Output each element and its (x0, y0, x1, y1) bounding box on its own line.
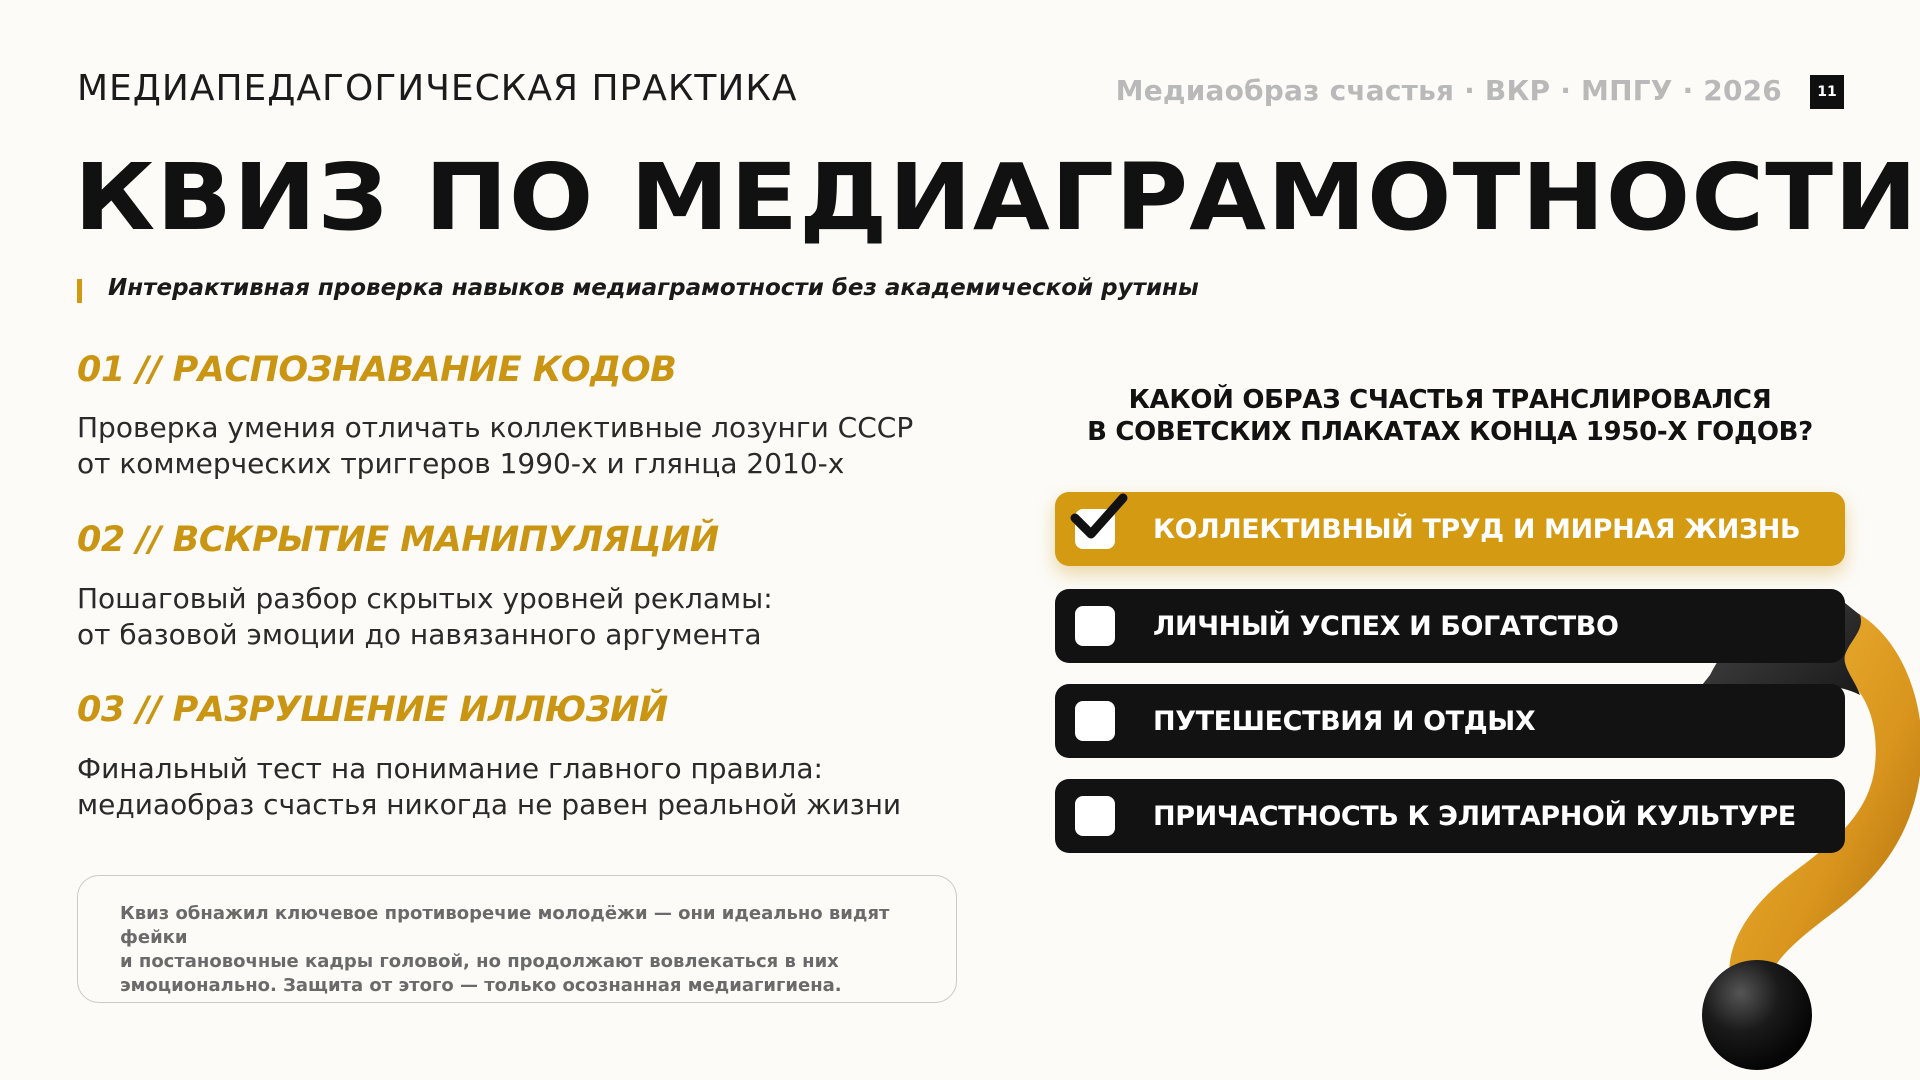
section-title-1: 01 // РАСПОЗНАВАНИЕ КОДОВ (77, 350, 677, 390)
option-label: КОЛЛЕКТИВНЫЙ ТРУД И МИРНАЯ ЖИЗНЬ (1153, 513, 1801, 545)
option-checkbox[interactable] (1075, 796, 1115, 836)
conclusion-note (77, 875, 957, 1003)
section-body-line: Пошаговый разбор скрытых уровней рекламы: (77, 582, 773, 615)
page-number-badge: 11 (1810, 75, 1844, 109)
slide-title: КВИЗ ПО МЕДИАГРАМОТНОСТИ (74, 144, 1919, 251)
quiz-option-1[interactable] (1055, 492, 1845, 566)
slide-meta: Медиаобраз счастья · ВКР · МПГУ · 2026 (1115, 74, 1782, 107)
option-label: ПРИЧАСТНОСТЬ К ЭЛИТАРНОЙ КУЛЬТУРЕ (1153, 800, 1796, 832)
quiz-option-3[interactable] (1055, 684, 1845, 758)
section-body-line: Финальный тест на понимание главного правила: (77, 752, 823, 785)
section-body-line: Проверка умения отличать коллективные лозунги СССР (77, 411, 914, 444)
section-body-1 (77, 410, 977, 482)
option-label: ЛИЧНЫЙ УСПЕХ И БОГАТСТВО (1153, 610, 1619, 642)
section-body-2 (77, 581, 977, 653)
quiz-question-line: КАКОЙ ОБРАЗ СЧАСТЬЯ ТРАНСЛИРОВАЛСЯ (1128, 385, 1772, 415)
option-label: ПУТЕШЕСТВИЯ И ОТДЫХ (1153, 705, 1536, 737)
section-title-3: 03 // РАЗРУШЕНИЕ ИЛЛЮЗИЙ (77, 690, 668, 730)
note-line: эмоционально. Защита от этого — только осознанная медиагигиена. (120, 975, 842, 996)
quiz-option-2[interactable] (1055, 589, 1845, 663)
section-body-line: от коммерческих триггеров 1990-х и глянца 2010-х (77, 447, 845, 480)
note-line: и постановочные кадры головой, но продолжают вовлекаться в них (120, 951, 839, 972)
section-body-line: от базовой эмоции до навязанного аргумента (77, 618, 762, 651)
section-body-line: медиаобраз счастья никогда не равен реальной жизни (77, 788, 902, 821)
note-line: Квиз обнажил ключевое противоречие молодёжи — они идеально видят фейки (120, 903, 890, 948)
check-icon (1069, 492, 1129, 548)
option-checkbox[interactable] (1075, 606, 1115, 646)
option-checkbox[interactable] (1075, 701, 1115, 741)
quiz-question-line: В СОВЕТСКИХ ПЛАКАТАХ КОНЦА 1950-Х ГОДОВ? (1087, 417, 1813, 447)
quiz-question (1060, 384, 1840, 448)
section-title-2: 02 // ВСКРЫТИЕ МАНИПУЛЯЦИЙ (77, 520, 719, 560)
quiz-option-4[interactable] (1055, 779, 1845, 853)
slide-kicker: МЕДИАПЕДАГОГИЧЕСКАЯ ПРАКТИКА (77, 68, 798, 109)
section-body-3 (77, 751, 977, 823)
slide-subtitle: Интерактивная проверка навыков медиаграмотности без академической рутины (108, 275, 1199, 301)
subtitle-accent-bar (77, 279, 82, 303)
